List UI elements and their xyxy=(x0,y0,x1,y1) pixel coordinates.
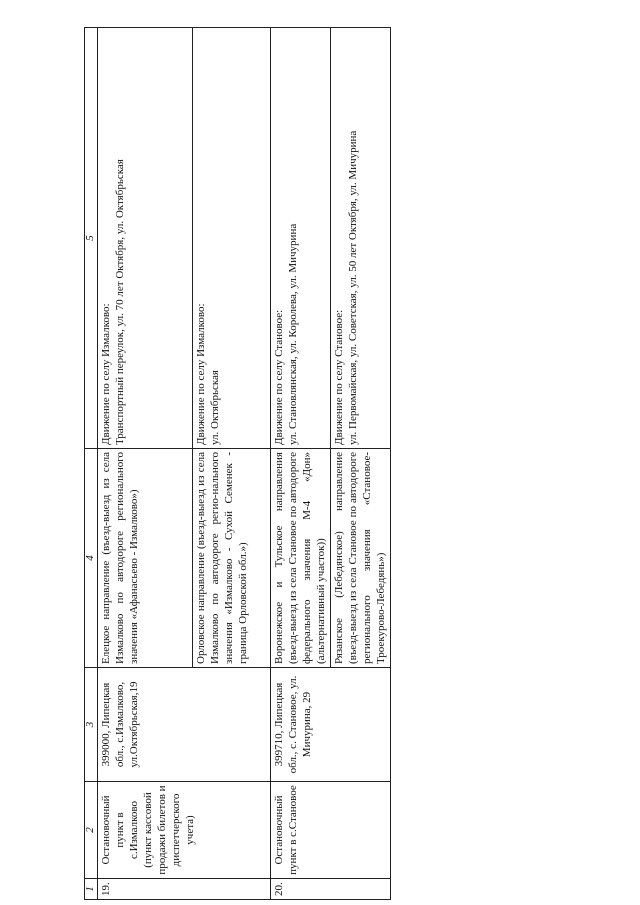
route-description xyxy=(331,28,391,449)
route-streets: ул. Первомайская, ул. Советская, ул. 50 лет Октября, ул. Мичурина xyxy=(347,130,360,445)
route-title: Движение по селу Измалково: xyxy=(195,303,207,445)
stop-address: 399710, Липецкая обл., с. Становое, ул. Мичурина, 29 xyxy=(271,668,391,782)
direction-description: Елецкое направление (въезд-выезд из села Измалково по автодороге регионального значения «Афанасьево - Измалково») xyxy=(98,449,193,668)
table-row xyxy=(98,28,193,900)
route-description xyxy=(193,28,271,449)
stop-point-name: Остановочный пункт в с.Измалково (пункт кассовой продажи билетов и диспетчерского учета) xyxy=(98,782,271,879)
row-number: 19. xyxy=(98,879,271,900)
column-number: 1 xyxy=(85,879,98,900)
route-title: Движение по селу Измалково: xyxy=(100,303,112,445)
stop-address: 399000, Липецкая обл., с.Измалково, ул.Октябрьская,19 xyxy=(98,668,271,782)
route-title: Движение по селу Становое: xyxy=(273,309,285,445)
bus-stops-table xyxy=(84,27,391,900)
column-number: 3 xyxy=(85,668,98,782)
column-number: 2 xyxy=(85,782,98,879)
route-description xyxy=(271,28,331,449)
direction-description: Орловское направление (въезд-выезд из села Измалково по автодороге регио-нального значения «Измалково - Сухой Семенек - граница Орловской обл.») xyxy=(193,449,271,668)
route-streets: ул. Становлянская, ул. Королева, ул. Мичурина xyxy=(287,223,300,445)
column-number-row xyxy=(85,28,98,900)
route-title: Движение по селу Становое: xyxy=(333,309,345,445)
direction-description: Рязанское (Лебедянское) направление (въезд-выезд из села Становое по автодороге регионального значения «Становое-Троекурово-Лебедянь») xyxy=(331,449,391,668)
rotated-table-page xyxy=(84,28,388,900)
route-streets: ул. Октябрьская xyxy=(209,370,222,445)
route-streets: Транспортный переулок, ул. 70 лет Октября, ул. Октябрьская xyxy=(114,159,127,445)
column-number: 4 xyxy=(85,449,98,668)
row-number: 20. xyxy=(271,879,391,900)
stop-point-name: Остановочный пункт в с.Становое xyxy=(271,782,391,879)
direction-description: Воронежское и Тульское направления (въезд-выезд из села Становое по автодороге федерального значения М-4 «Дон» (альтернативный участок)) xyxy=(271,449,331,668)
route-description xyxy=(98,28,193,449)
table-row xyxy=(271,28,331,900)
column-number: 5 xyxy=(85,28,98,449)
